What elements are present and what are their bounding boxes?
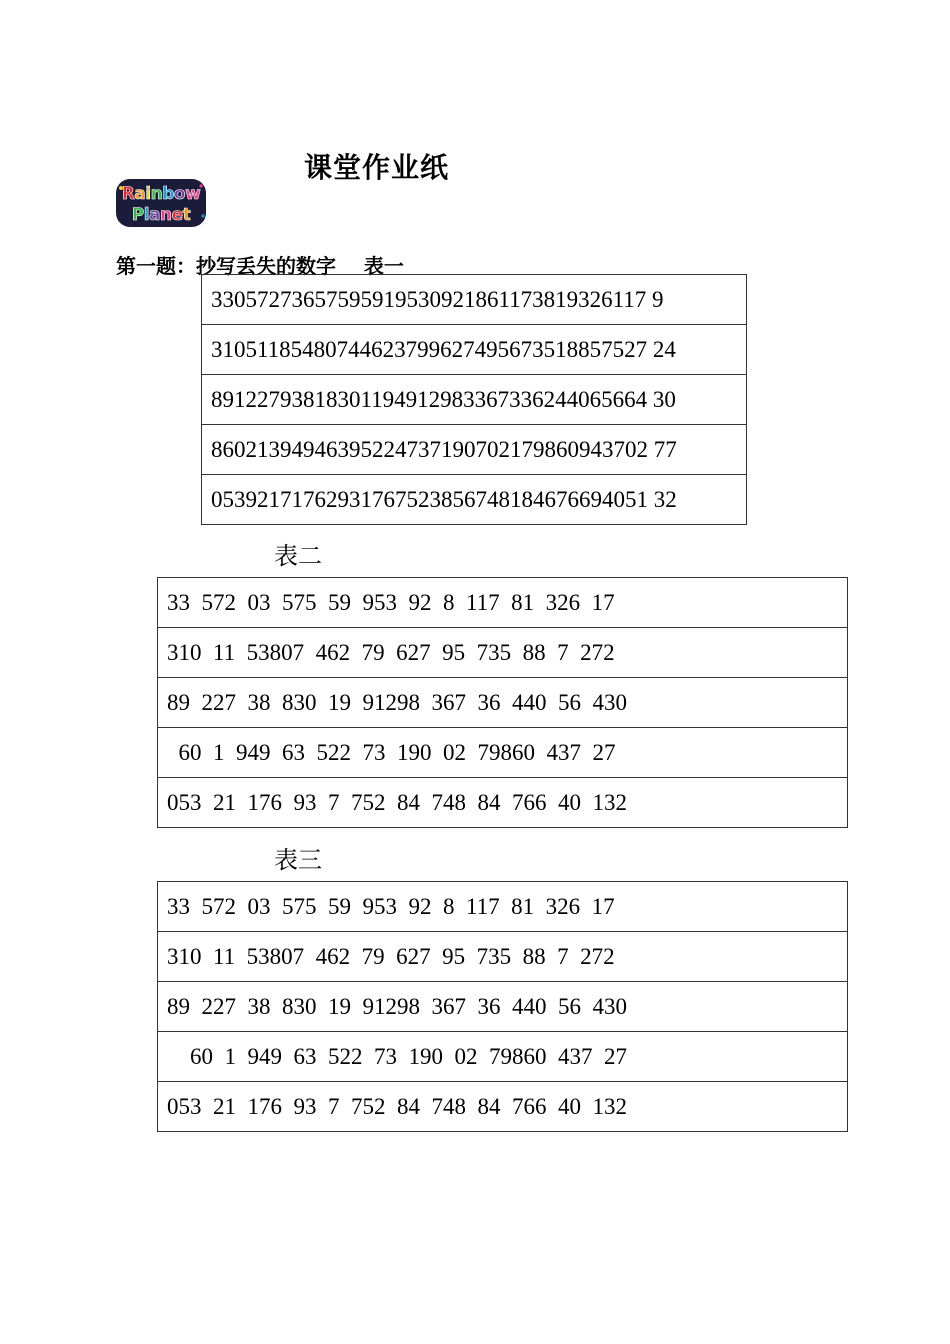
table-cell: 310 11 53807 462 79 627 95 735 88 7 272 bbox=[158, 628, 848, 678]
table-cell: 86021394946395224737190702179860943702 77 bbox=[202, 425, 747, 475]
table-two bbox=[157, 577, 848, 828]
table-row bbox=[202, 375, 747, 425]
table-row bbox=[158, 1032, 848, 1082]
table-two-caption: 表二 bbox=[274, 542, 322, 570]
logo-text: Rainbow bbox=[121, 184, 201, 204]
table-row bbox=[158, 882, 848, 932]
table-one bbox=[201, 274, 747, 525]
table-row bbox=[202, 275, 747, 325]
table-cell: 310 11 53807 462 79 627 95 735 88 7 272 bbox=[158, 932, 848, 982]
table-cell: 053 21 176 93 7 752 84 748 84 766 40 132 bbox=[158, 1082, 848, 1132]
table-cell: 05392171762931767523856748184676694051 32 bbox=[202, 475, 747, 525]
question-label: 第一题：抄写丢失的数字 表一 bbox=[116, 254, 404, 278]
page-title: 课堂作业纸 bbox=[304, 151, 450, 184]
table-cell: 60 1 949 63 522 73 190 02 79860 437 27 bbox=[158, 728, 848, 778]
table-row bbox=[158, 1082, 848, 1132]
table-row bbox=[202, 325, 747, 375]
table-row bbox=[158, 678, 848, 728]
table-cell: 33 572 03 575 59 953 92 8 117 81 326 17 bbox=[158, 578, 848, 628]
table-three-caption: 表三 bbox=[274, 846, 322, 874]
table-cell: 33 572 03 575 59 953 92 8 117 81 326 17 bbox=[158, 882, 848, 932]
table-row bbox=[202, 475, 747, 525]
table-cell: 89 227 38 830 19 91298 367 36 440 56 430 bbox=[158, 678, 848, 728]
table-three bbox=[157, 881, 848, 1132]
logo-text: Planet bbox=[131, 205, 191, 225]
table-row bbox=[158, 932, 848, 982]
table-cell: 89122793818301194912983367336244065664 30 bbox=[202, 375, 747, 425]
table-row bbox=[158, 982, 848, 1032]
table-row bbox=[158, 578, 848, 628]
table-row bbox=[202, 425, 747, 475]
table-cell: 89 227 38 830 19 91298 367 36 440 56 430 bbox=[158, 982, 848, 1032]
table-cell: 31051185480744623799627495673518857527 24 bbox=[202, 325, 747, 375]
table-cell: 33057273657595919530921861173819326117 9 bbox=[202, 275, 747, 325]
table-row bbox=[158, 778, 848, 828]
table-row bbox=[158, 628, 848, 678]
table-cell: 053 21 176 93 7 752 84 748 84 766 40 132 bbox=[158, 778, 848, 828]
table-row bbox=[158, 728, 848, 778]
logo-graphic bbox=[113, 176, 209, 230]
table-cell: 60 1 949 63 522 73 190 02 79860 437 27 bbox=[158, 1032, 848, 1082]
rainbow-planet-logo bbox=[113, 176, 209, 230]
